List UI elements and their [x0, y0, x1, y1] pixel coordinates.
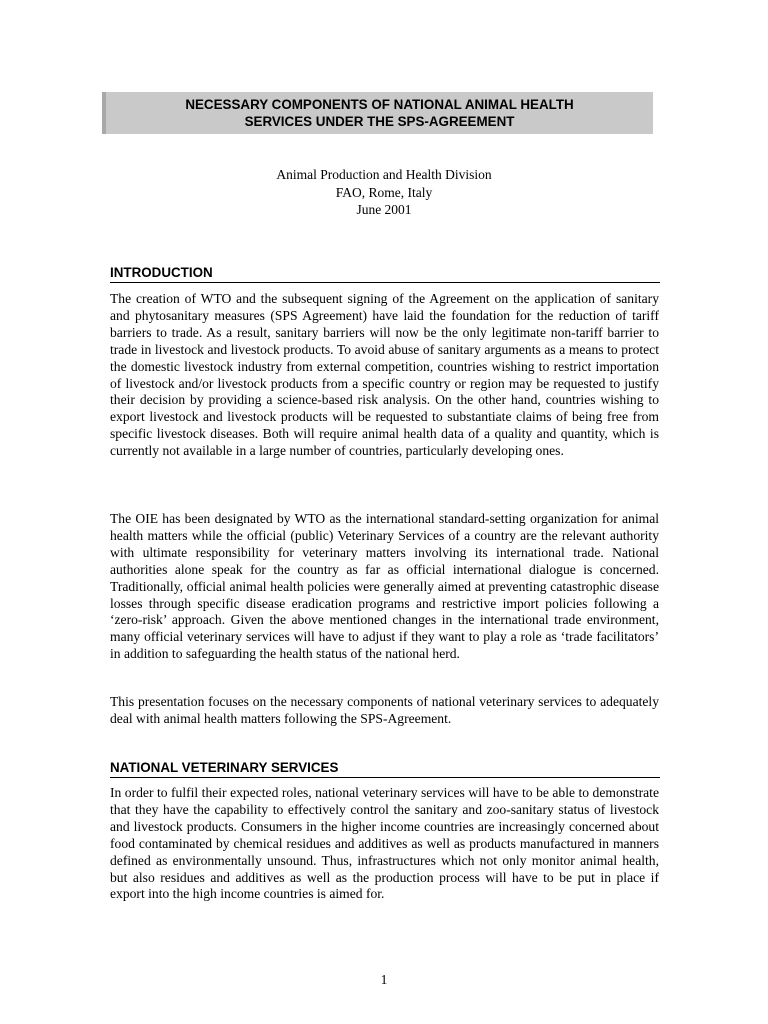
- affiliation-division: Animal Production and Health Division: [276, 167, 492, 182]
- affiliation-organization: FAO, Rome, Italy: [335, 184, 433, 200]
- intro-paragraph-2: The OIE has been designated by WTO as the international standard-setting organization for animal health matters while the official (public) Veterinary Services of a country are the relevant authority with ultimate responsibility for veterinary matters involving its international trade. National authorities alone speak for the country as far as official international dialogue is concerned. Traditionally, official animal health policies were generally aimed at preventing catastrophic disease losses through specific disease eradication programs and restrictive import policies following a ‘zero-risk’ approach. Given the above mentioned changes in the international trade environment, many official veterinary services will have to adjust if they want to play a role as ‘trade facilitators’ in addition to safeguarding the health status of the national herd.: [110, 511, 659, 662]
- document-title: [102, 92, 653, 134]
- title-line-1: NECESSARY COMPONENTS OF NATIONAL ANIMAL HEALTH: [185, 97, 574, 112]
- title-line-2: SERVICES UNDER THE SPS-AGREEMENT: [244, 114, 515, 129]
- affiliation-block: [0, 166, 768, 219]
- intro-paragraph-1: The creation of WTO and the subsequent signing of the Agreement on the application of sanitary and phytosanitary measures (SPS Agreement) have laid the foundation for the reduction of tariff barriers to trade. As a result, sanitary barriers will now be the only legitimate non-tariff barrier to trade in livestock and livestock products. To avoid abuse of sanitary arguments as a means to protect the domestic livestock industry from external competition, countries wishing to restrict importation of livestock and/or livestock products from a specific country or region may be requested to justify their decision by providing a science-based risk analysis. On the other hand, countries wishing to export livestock and livestock products will be requested to substantiate claims of being free from specific livestock diseases. Both will require animal health data of a quality and quantity, which is currently not available in a large number of countries, particularly developing ones.: [110, 291, 659, 459]
- section-heading-introduction: INTRODUCTION: [110, 265, 660, 283]
- affiliation-date: June 2001: [356, 202, 412, 217]
- intro-paragraph-3: This presentation focuses on the necessary components of national veterinary services to adequately deal with animal health matters following the SPS-Agreement.: [110, 694, 659, 726]
- nvs-paragraph-1: In order to fulfil their expected roles, national veterinary services will have to be able to demonstrate that they have the capability to effectively control the sanitary and zoo-sanitary status of livestock and livestock products. Consumers in the higher income countries are increasingly concerned about food contaminated by chemical residues and additives as well as products manufactured in manners defined as environmentally unsound. Thus, infrastructures which not only monitor animal health, but also residues and additives as well as the production process will have to be put in place if export into the high income countries is aimed for.: [110, 785, 659, 902]
- section-heading-national-veterinary-services: NATIONAL VETERINARY SERVICES: [110, 760, 660, 778]
- page-number: 1: [380, 972, 388, 987]
